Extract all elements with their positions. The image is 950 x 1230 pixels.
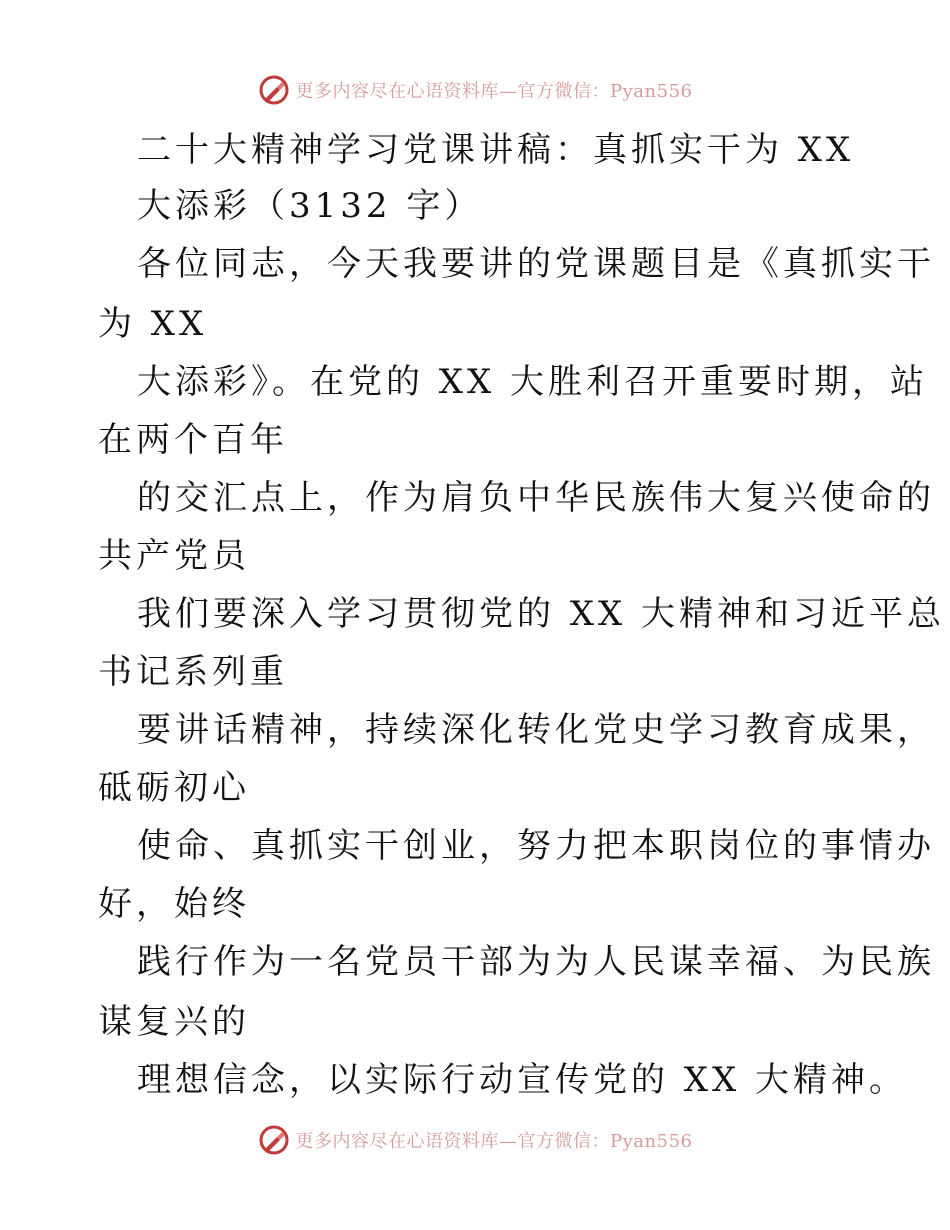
paragraph-line: 谋复兴的 xyxy=(98,1002,250,1042)
footer-banner xyxy=(0,1122,950,1158)
paragraph-line: 践行作为一名党员干部为为人民谋幸福、为民族 xyxy=(137,942,935,982)
paragraph-line: 在两个百年 xyxy=(98,420,288,460)
paragraph-line: 好，始终 xyxy=(98,884,250,924)
paragraph-line: 砥砺初心 xyxy=(98,768,250,808)
paragraph-line: 的交汇点上，作为肩负中华民族伟大复兴使命的 xyxy=(137,478,935,518)
paragraph-line: 各位同志，今天我要讲的党课题目是《真抓实干 xyxy=(137,244,935,284)
pen-logo-icon xyxy=(258,74,290,106)
header-banner xyxy=(0,72,950,108)
paragraph-line: 使命、真抓实干创业，努力把本职岗位的事情办 xyxy=(137,826,935,866)
paragraph-line: 书记系列重 xyxy=(98,652,288,692)
paragraph-line: 要讲话精神，持续深化转化党史学习教育成果， xyxy=(137,710,935,750)
paragraph-line: 我们要深入学习贯彻党的 XX 大精神和习近平总 xyxy=(137,594,946,634)
title-line: 二十大精神学习党课讲稿：真抓实干为 XX xyxy=(137,130,855,170)
paragraph-line: 为 XX xyxy=(98,304,208,344)
paragraph-line: 大添彩》。在党的 XX 大胜利召开重要时期，站 xyxy=(137,362,929,402)
title-line: 大添彩（3132 字） xyxy=(137,186,483,226)
pen-logo-icon xyxy=(258,1124,290,1156)
paragraph-line: 理想信念，以实际行动宣传党的 XX 大精神。 xyxy=(137,1060,908,1100)
header-banner-text: 更多内容尽在心语资料库—官方微信：Pyan556 xyxy=(295,81,693,102)
paragraph-line: 共产党员 xyxy=(98,536,250,576)
footer-banner-text: 更多内容尽在心语资料库—官方微信：Pyan556 xyxy=(295,1131,693,1152)
